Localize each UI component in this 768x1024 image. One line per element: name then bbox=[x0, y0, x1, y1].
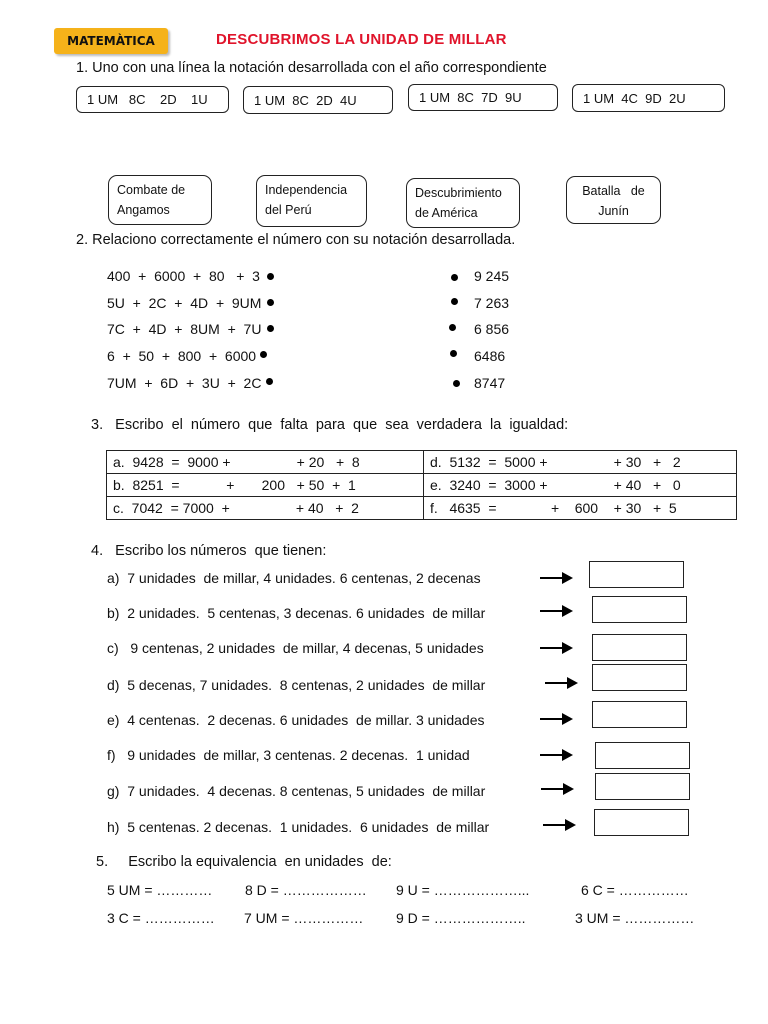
equivalence-6c[interactable]: 6 C = …………… bbox=[581, 882, 689, 898]
event-line: Batalla de bbox=[582, 184, 645, 198]
equivalence-7um[interactable]: 7 UM = …………… bbox=[244, 910, 364, 926]
expression-5: 7UM + 6D + 3U + 2C bbox=[107, 375, 262, 391]
equivalence-9u[interactable]: 9 U = ………………... bbox=[396, 882, 530, 898]
event-line: Descubrimiento bbox=[415, 186, 502, 200]
list-item: b) 2 unidades. 5 centenas, 3 decenas. 6 unidades de millar bbox=[107, 605, 486, 621]
right-dot-4[interactable] bbox=[450, 350, 457, 357]
event-line: Independencia bbox=[265, 183, 348, 197]
notation-box-3 bbox=[408, 84, 558, 111]
answer-box-h[interactable] bbox=[594, 809, 689, 836]
notation-text: 1 UM 8C 2D 1U bbox=[87, 92, 208, 107]
answer-box-f[interactable] bbox=[595, 742, 690, 769]
notation-text: 1 UM 8C 7D 9U bbox=[419, 90, 522, 105]
question-3-prompt: 3. Escribo el número que falta para que sea verdadera la igualdad: bbox=[91, 417, 569, 433]
number-1: 9 245 bbox=[474, 268, 510, 284]
notation-box-1 bbox=[76, 86, 229, 113]
table-cell[interactable]: c. 7042 = 7000 + + 40 + 2 bbox=[107, 497, 424, 520]
arrow-right-icon bbox=[540, 748, 574, 762]
table-row bbox=[107, 451, 737, 474]
answer-box-c[interactable] bbox=[592, 634, 687, 661]
number-5: 8747 bbox=[474, 375, 506, 391]
event-line: de América bbox=[415, 206, 478, 220]
right-dot-3[interactable] bbox=[449, 324, 456, 331]
left-dot-1[interactable] bbox=[267, 273, 274, 280]
expression-4: 6 + 50 + 800 + 6000 bbox=[107, 348, 257, 364]
event-box-junin bbox=[566, 176, 661, 224]
table-cell[interactable]: d. 5132 = 5000 + + 30 + 2 bbox=[424, 451, 737, 474]
event-line: del Perú bbox=[265, 203, 312, 217]
answer-box-e[interactable] bbox=[592, 701, 687, 728]
left-dot-2[interactable] bbox=[267, 299, 274, 306]
list-item: a) 7 unidades de millar, 4 unidades. 6 centenas, 2 decenas bbox=[107, 570, 481, 586]
notation-box-4 bbox=[572, 84, 725, 112]
list-item: g) 7 unidades. 4 decenas. 8 centenas, 5 unidades de millar bbox=[107, 783, 486, 799]
table-cell[interactable]: b. 8251 = + 200 + 50 + 1 bbox=[107, 474, 424, 497]
page-title: DESCUBRIMOS LA UNIDAD DE MILLAR bbox=[216, 31, 507, 48]
arrow-right-icon bbox=[545, 676, 579, 690]
table-cell[interactable]: a. 9428 = 9000 + + 20 + 8 bbox=[107, 451, 424, 474]
expression-3: 7C + 4D + 8UM + 7U bbox=[107, 321, 262, 337]
event-line: Angamos bbox=[117, 203, 170, 217]
expression-2: 5U + 2C + 4D + 9UM bbox=[107, 295, 262, 311]
number-4: 6486 bbox=[474, 348, 506, 364]
left-dot-5[interactable] bbox=[266, 378, 273, 385]
notation-box-2 bbox=[243, 86, 393, 114]
question-2-prompt: 2. Relaciono correctamente el número con su notación desarrollada. bbox=[76, 232, 516, 248]
equivalence-8d[interactable]: 8 D = ……………… bbox=[245, 882, 367, 898]
question-5-prompt: 5. Escribo la equivalencia en unidades de: bbox=[96, 854, 392, 870]
arrow-right-icon bbox=[540, 712, 574, 726]
left-dot-3[interactable] bbox=[267, 325, 274, 332]
list-item: h) 5 centenas. 2 decenas. 1 unidades. 6 unidades de millar bbox=[107, 819, 490, 835]
arrow-right-icon bbox=[541, 782, 575, 796]
right-dot-2[interactable] bbox=[451, 298, 458, 305]
equivalence-3um[interactable]: 3 UM = …………… bbox=[575, 910, 695, 926]
list-item: c) 9 centenas, 2 unidades de millar, 4 decenas, 5 unidades bbox=[107, 640, 484, 656]
notation-text: 1 UM 4C 9D 2U bbox=[583, 90, 686, 106]
arrow-right-icon bbox=[540, 571, 574, 585]
answer-box-d[interactable] bbox=[592, 664, 687, 691]
list-item: d) 5 decenas, 7 unidades. 8 centenas, 2 unidades de millar bbox=[107, 677, 486, 693]
equivalence-3c[interactable]: 3 C = …………… bbox=[107, 910, 215, 926]
event-box-angamos bbox=[108, 175, 212, 225]
event-line: Combate de bbox=[117, 183, 186, 197]
event-box-descubrimiento bbox=[406, 178, 520, 228]
number-3: 6 856 bbox=[474, 321, 510, 337]
event-line: Junín bbox=[598, 204, 629, 218]
event-box-independencia bbox=[256, 175, 367, 227]
answer-box-b[interactable] bbox=[592, 596, 687, 623]
question-4-prompt: 4. Escribo los números que tienen: bbox=[91, 543, 327, 559]
subject-badge: MATEMÀTICA bbox=[54, 28, 168, 54]
number-2: 7 263 bbox=[474, 295, 510, 311]
list-item: f) 9 unidades de millar, 3 centenas. 2 decenas. 1 unidad bbox=[107, 747, 470, 763]
right-dot-5[interactable] bbox=[453, 380, 460, 387]
expression-1: 400 + 6000 + 80 + 3 bbox=[107, 268, 260, 284]
list-item: e) 4 centenas. 2 decenas. 6 unidades de millar. 3 unidades bbox=[107, 712, 485, 728]
table-row bbox=[107, 497, 737, 520]
arrow-right-icon bbox=[540, 641, 574, 655]
equivalence-5um[interactable]: 5 UM = ………… bbox=[107, 882, 213, 898]
answer-box-g[interactable] bbox=[595, 773, 690, 800]
arrow-right-icon bbox=[540, 604, 574, 618]
left-dot-4[interactable] bbox=[260, 351, 267, 358]
table-cell[interactable]: e. 3240 = 3000 + + 40 + 0 bbox=[424, 474, 737, 497]
notation-text: 1 UM 8C 2D 4U bbox=[254, 92, 357, 108]
arrow-right-icon bbox=[543, 818, 577, 832]
equality-table bbox=[106, 450, 737, 520]
right-dot-1[interactable] bbox=[451, 274, 458, 281]
table-cell[interactable]: f. 4635 = + 600 + 30 + 5 bbox=[424, 497, 737, 520]
question-1-prompt: 1. Uno con una línea la notación desarrollada con el año correspondiente bbox=[76, 60, 547, 76]
answer-box-a[interactable] bbox=[589, 561, 684, 588]
table-row bbox=[107, 474, 737, 497]
equivalence-9d[interactable]: 9 D = ……………….. bbox=[396, 910, 526, 926]
